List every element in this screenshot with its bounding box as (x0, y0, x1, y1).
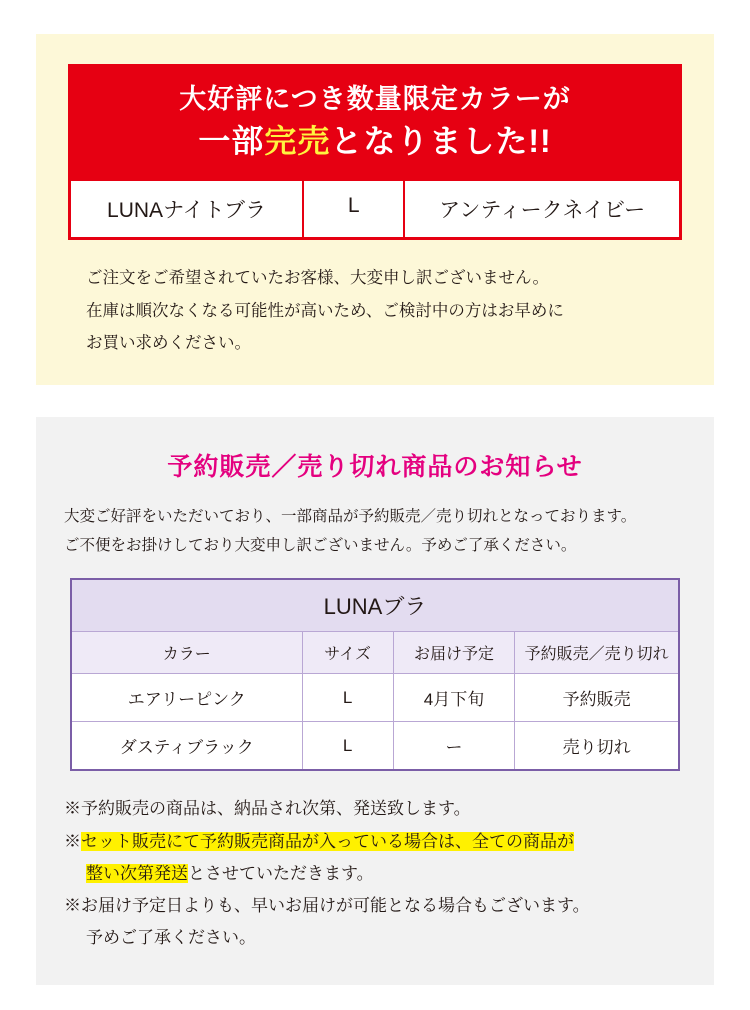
row-status: 売り切れ (515, 722, 679, 771)
table-title-row (71, 579, 679, 632)
row-delivery: 4月下旬 (393, 674, 515, 722)
reservation-notes (64, 793, 686, 954)
note-3-line2: 予めご了承ください。 (86, 928, 256, 948)
soldout-note-line2: 在庫は順次なくなる可能性が高いため、ご検討中の方はお早めに (86, 301, 564, 320)
row-size: L (302, 722, 393, 771)
soldout-headline-line2 (77, 121, 673, 163)
table-header-row (71, 632, 679, 674)
reservation-notice-section (36, 417, 714, 985)
soldout-notice-section (36, 34, 714, 385)
soldout-product-size: L (302, 181, 405, 237)
soldout-product-name: LUNAナイトブラ (107, 199, 266, 223)
soldout-headline-line2-pre: 一部 (198, 122, 265, 159)
note-2-mark: ※ (64, 831, 81, 851)
reservation-lead-line2: ご不便をお掛けしており大変申し訳ございません。予めご了承ください。 (64, 536, 577, 554)
row-size: L (302, 674, 393, 722)
note-3-line1: ※お届け予定日よりも、早いお届けが可能となる場合もございます。 (64, 896, 590, 916)
table-header-color: カラー (71, 632, 302, 674)
row-color: エアリーピンク (71, 674, 302, 722)
table-header-size: サイズ (302, 632, 393, 674)
soldout-product-row (71, 178, 679, 237)
reservation-note-1: ※予約販売の商品は、納品され次第、発送致します。 (64, 799, 471, 819)
reservation-lead-text (64, 503, 686, 560)
row-status: 予約販売 (515, 674, 679, 722)
table-row (71, 674, 679, 722)
table-row (71, 722, 679, 771)
soldout-banner (68, 64, 682, 240)
soldout-note-line1: ご注文をご希望されていたお客様、大変申し訳ございません。 (86, 269, 549, 288)
note-2-highlight-line2: 整い次第発送 (86, 863, 188, 883)
reservation-note-3 (64, 890, 686, 955)
row-color: ダスティブラック (71, 722, 302, 771)
reservation-note-2 (64, 826, 686, 891)
reservation-table-title: LUNAブラ (71, 579, 679, 632)
soldout-product-color: アンティークネイビー (439, 199, 646, 223)
soldout-apology-note (68, 262, 682, 359)
soldout-note-line3: お買い求めください。 (86, 333, 251, 352)
soldout-headline-line1: 大好評につき数量限定カラーが (179, 84, 571, 114)
reservation-lead-line1: 大変ご好評をいただいており、一部商品が予約販売／売り切れとなっております。 (64, 507, 637, 525)
row-delivery: ー (393, 722, 515, 771)
note-2-highlight-line1: セット販売にて予約販売商品が入っている場合は、全ての商品が (81, 831, 574, 851)
reservation-title: 予約販売／売り切れ商品のお知らせ (167, 452, 583, 481)
table-header-status: 予約販売／売り切れ (515, 632, 679, 674)
note-2-tail: とさせていただきます。 (188, 863, 374, 883)
soldout-headline-highlight: 完売 (264, 122, 331, 159)
reservation-table (70, 578, 680, 771)
table-header-delivery: お届け予定 (393, 632, 515, 674)
soldout-headline-line2-post: となりました!! (330, 122, 552, 159)
soldout-banner-headline (71, 67, 679, 178)
